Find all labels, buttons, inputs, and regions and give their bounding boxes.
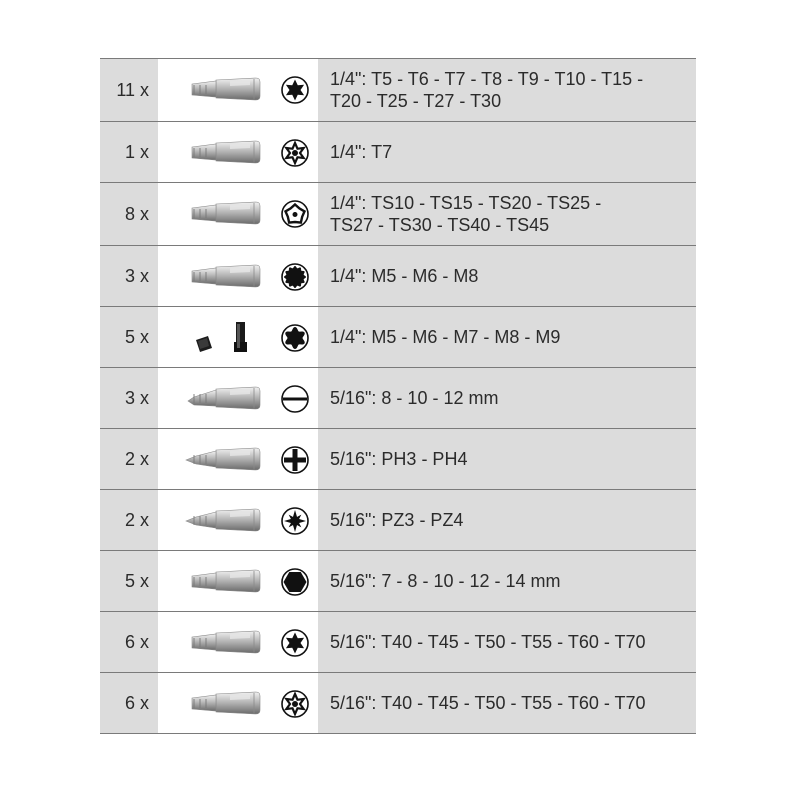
slotted-bit-icon (184, 381, 264, 420)
torx-star-icon (280, 75, 310, 110)
size-list-text: 1/4": T5 - T6 - T7 - T8 - T9 - T10 - T15 - T20 - T25 - T27 - T30 (330, 69, 644, 111)
torx-tamper-star-icon (280, 138, 310, 173)
bit-image-cell (158, 122, 318, 182)
size-description-cell (318, 551, 696, 611)
table-row (100, 490, 696, 551)
bit-image-cell (158, 551, 318, 611)
size-description-cell (318, 429, 696, 489)
size-description-cell (318, 246, 696, 306)
size-description-cell (318, 183, 696, 245)
quantity-cell: 5 x (100, 551, 158, 611)
quantity-cell: 2 x (100, 429, 158, 489)
size-list-text: 5/16": T40 - T45 - T50 - T55 - T60 - T70 (330, 693, 646, 713)
bit-image-cell (158, 612, 318, 672)
quantity-cell: 2 x (100, 490, 158, 550)
table-row (100, 59, 696, 122)
quantity-cell: 8 x (100, 183, 158, 245)
size-description-cell (318, 673, 696, 733)
torx-plus-tamper-bit-icon (184, 196, 264, 235)
table-row (100, 551, 696, 612)
bit-image-cell (158, 183, 318, 245)
size-list-text: 5/16": 8 - 10 - 12 mm (330, 388, 499, 408)
quantity-cell: 6 x (100, 673, 158, 733)
size-description-cell (318, 122, 696, 182)
table-row (100, 673, 696, 734)
size-description-cell (318, 612, 696, 672)
size-description-cell (318, 307, 696, 367)
torx-star-icon (280, 628, 310, 663)
bits-table (100, 58, 696, 734)
bit-image-cell (158, 59, 318, 121)
size-list-text: 1/4": M5 - M6 - M7 - M8 - M9 (330, 327, 561, 347)
spline-icon (280, 262, 310, 297)
size-description-cell (318, 59, 696, 121)
table-row (100, 307, 696, 368)
size-list-text: 5/16": PZ3 - PZ4 (330, 510, 464, 530)
slotted-icon (280, 384, 310, 419)
torx-bit-icon (184, 625, 264, 664)
quantity-cell: 11 x (100, 59, 158, 121)
table-row (100, 429, 696, 490)
table-row (100, 612, 696, 673)
size-list-text: 1/4": TS10 - TS15 - TS20 - TS25 - TS27 - TS30 - TS40 - TS45 (330, 193, 602, 235)
table-row (100, 368, 696, 429)
pozidriv-bit-icon (184, 503, 264, 542)
torx-tamper-bit-icon (184, 686, 264, 725)
size-description-cell (318, 368, 696, 428)
quantity-cell: 3 x (100, 246, 158, 306)
size-list-text: 5/16": PH3 - PH4 (330, 449, 468, 469)
bit-image-cell (158, 368, 318, 428)
bit-image-cell (158, 307, 318, 367)
hexagon-icon (280, 567, 310, 602)
quantity-cell: 6 x (100, 612, 158, 672)
hex-bit-icon (184, 564, 264, 603)
quantity-cell: 5 x (100, 307, 158, 367)
torx-tamper-star-icon (280, 689, 310, 724)
ribe-adapter-bit-icon (184, 320, 264, 359)
table-row (100, 122, 696, 183)
pentagon-tamper-icon (280, 199, 310, 234)
ribe-icon (280, 323, 310, 358)
bit-image-cell (158, 673, 318, 733)
bit-image-cell (158, 490, 318, 550)
size-description-cell (318, 490, 696, 550)
table-row (100, 183, 696, 246)
spline-bit-icon (184, 259, 264, 298)
quantity-cell: 1 x (100, 122, 158, 182)
size-list-text: 1/4": T7 (330, 142, 393, 162)
size-list-text: 1/4": M5 - M6 - M8 (330, 266, 479, 286)
torx-tamper-bit-icon (184, 135, 264, 174)
pozidriv-icon (280, 506, 310, 541)
bit-image-cell (158, 429, 318, 489)
phillips-icon (280, 445, 310, 480)
quantity-cell: 3 x (100, 368, 158, 428)
size-list-text: 5/16": T40 - T45 - T50 - T55 - T60 - T70 (330, 632, 646, 652)
phillips-bit-icon (184, 442, 264, 481)
table-row (100, 246, 696, 307)
size-list-text: 5/16": 7 - 8 - 10 - 12 - 14 mm (330, 571, 561, 591)
bit-image-cell (158, 246, 318, 306)
torx-bit-icon (184, 72, 264, 111)
